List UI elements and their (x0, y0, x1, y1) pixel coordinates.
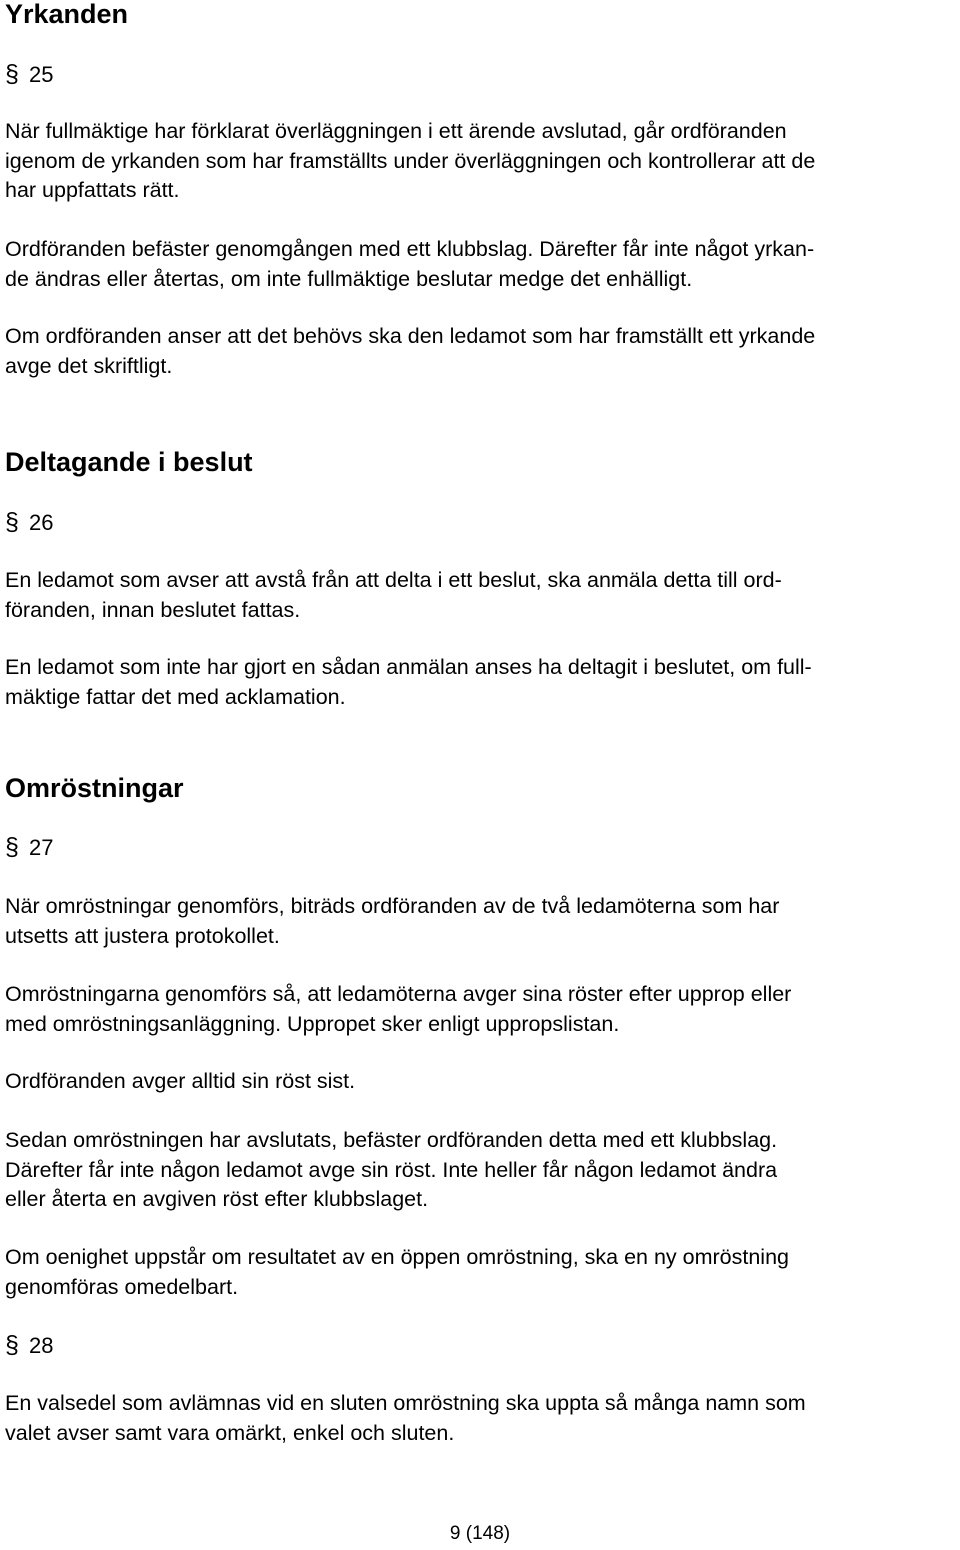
paragraph-number-25: § 25 (5, 60, 54, 88)
section-heading-yrkanden: Yrkanden (5, 0, 129, 29)
paragraph-text: En ledamot som avser att avstå från att delta i ett beslut, ska anmäla detta till ord- föranden, innan beslutet fattas. (5, 568, 782, 622)
paragraph-text: Om ordföranden anser att det behövs ska den ledamot som har framställt ett yrkande avge det skriftligt. (5, 324, 816, 378)
section-heading-deltagande: Deltagande i beslut (5, 447, 253, 477)
section-symbol-icon: § (5, 1331, 19, 1359)
paragraph-text: När fullmäktige har förklarat överläggningen i ett ärende avslutad, går ordföranden igenom de yrkanden som har framställts under överläggningen och kontrollerar att de har uppfattats rätt. (5, 119, 816, 202)
paragraph-text: En valsedel som avlämnas vid en sluten omröstning ska uppta så många namn som valet avser samt vara omärkt, enkel och sluten. (5, 1391, 806, 1445)
paragraph-text: Ordföranden befäster genomgången med ett klubbslag. Därefter får inte något yrkan- de ändras eller återtas, om inte fullmäktige beslutar medge det enhälligt. (5, 237, 815, 291)
paragraph-number-26: § 26 (5, 508, 54, 536)
paragraph-text: Ordföranden avger alltid sin röst sist. (5, 1069, 356, 1093)
paragraph-number-27: § 27 (5, 833, 54, 861)
section-heading-omrostningar: Omröstningar (5, 773, 184, 803)
section-symbol-icon: § (5, 60, 19, 88)
paragraph-text: Sedan omröstningen har avslutats, befäster ordföranden detta med ett klubbslag. Därefter får inte någon ledamot avge sin röst. Inte heller får någon ledamot ändra eller återta en avgiven röst efter klubbslaget. (5, 1128, 778, 1211)
paragraph-text: En ledamot som inte har gjort en sådan anmälan anses ha deltagit i beslutet, om full- mäktige fattar det med acklamation. (5, 655, 812, 709)
paragraph-text: När omröstningar genomförs, biträds ordföranden av de två ledamöterna som har utsetts att justera protokollet. (5, 894, 780, 948)
section-symbol-icon: § (5, 833, 19, 861)
section-symbol-icon: § (5, 508, 19, 536)
paragraph-text: Omröstningarna genomförs så, att ledamöterna avger sina röster efter upprop eller med omröstningsanläggning. Uppropet sker enligt uppropslistan. (5, 982, 792, 1036)
page-number: 9 (148) (449, 1523, 511, 1544)
paragraph-number-28: § 28 (5, 1331, 54, 1359)
paragraph-text: Om oenighet uppstår om resultatet av en öppen omröstning, ska en ny omröstning genomföras omedelbart. (5, 1245, 789, 1299)
